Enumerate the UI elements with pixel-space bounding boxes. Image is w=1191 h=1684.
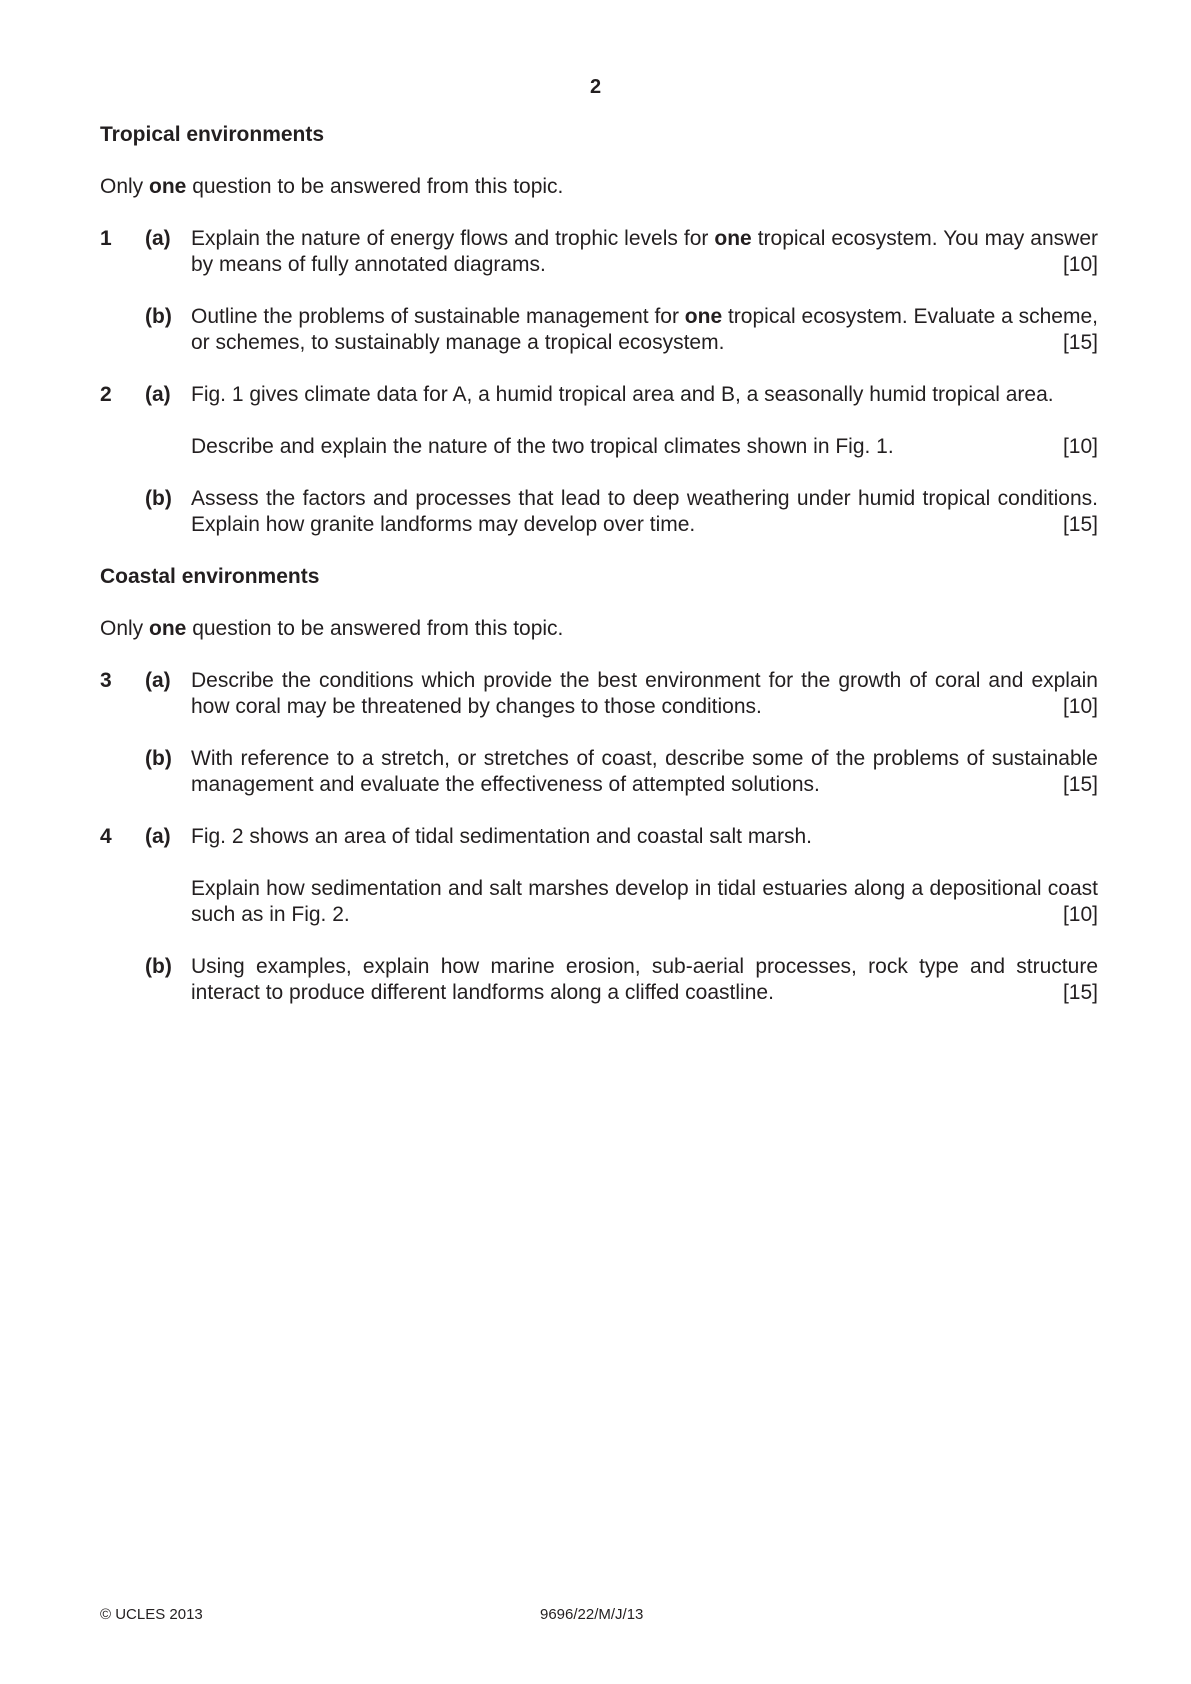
question-1 bbox=[100, 226, 1098, 356]
marks: [10] bbox=[1062, 253, 1098, 276]
paper-code: 9696/22/M/J/13 bbox=[540, 1606, 644, 1623]
question-1a bbox=[100, 226, 1098, 278]
page-number: 2 bbox=[589, 76, 602, 98]
section-heading-tropical: Tropical environments bbox=[100, 123, 325, 146]
question-4 bbox=[100, 824, 1098, 1006]
question-1b bbox=[100, 304, 1098, 356]
marks: [10] bbox=[1062, 903, 1098, 926]
section-instruction-coastal: Only one question to be answered from this topic. bbox=[100, 617, 564, 640]
question-4b bbox=[100, 954, 1098, 1006]
question-2a bbox=[100, 382, 1098, 460]
question-number: 4 bbox=[100, 825, 112, 848]
question-3a bbox=[100, 668, 1098, 720]
question-text: Describe the conditions which provide the best environment for the growth of coral and explain how coral may be threatened by changes to those conditions. [10] bbox=[191, 669, 1098, 718]
question-4a bbox=[100, 824, 1098, 928]
question-text: Assess the factors and processes that lead to deep weathering under humid tropical conditions. Explain how granite landforms may develop over time. [15] bbox=[191, 487, 1098, 536]
section-heading-coastal: Coastal environments bbox=[100, 565, 320, 588]
marks: [15] bbox=[1062, 981, 1098, 1004]
question-text: With reference to a stretch, or stretches of coast, describe some of the problems of sustainable management and evaluate the effectiveness of attempted solutions. [15] bbox=[191, 747, 1098, 796]
question-text: Describe and explain the nature of the two tropical climates shown in Fig. 1. [10] bbox=[191, 435, 1098, 458]
question-text: Explain the nature of energy flows and trophic levels for one tropical ecosystem. You may answer by means of fully annotated diagrams. [10] bbox=[191, 227, 1099, 276]
question-stem: Fig. 1 gives climate data for A, a humid tropical area and B, a seasonally humid tropical area. bbox=[191, 383, 1054, 406]
part-label: (b) bbox=[145, 487, 172, 510]
part-label: (b) bbox=[145, 955, 172, 978]
marks: [15] bbox=[1062, 513, 1098, 536]
question-stem: Fig. 2 shows an area of tidal sedimentation and coastal salt marsh. bbox=[191, 825, 812, 848]
section-instruction-tropical: Only one question to be answered from this topic. bbox=[100, 175, 564, 198]
part-label: (a) bbox=[145, 383, 171, 406]
question-3b bbox=[100, 746, 1098, 798]
marks: [15] bbox=[1062, 331, 1098, 354]
question-number: 1 bbox=[100, 227, 112, 250]
part-label: (a) bbox=[145, 227, 171, 250]
question-text: Outline the problems of sustainable management for one tropical ecosystem. Evaluate a scheme, or schemes, to sustainably manage a tropical ecosystem. [15] bbox=[191, 305, 1098, 354]
part-label: (a) bbox=[145, 669, 171, 692]
question-number: 3 bbox=[100, 669, 112, 692]
part-label: (b) bbox=[145, 305, 172, 328]
part-label: (a) bbox=[145, 825, 171, 848]
question-text: Explain how sedimentation and salt marshes develop in tidal estuaries along a depositional coast such as in Fig. 2. [10] bbox=[191, 877, 1098, 926]
question-text: Using examples, explain how marine erosion, sub-aerial processes, rock type and structure interact to produce different landforms along a cliffed coastline. [15] bbox=[191, 955, 1098, 1004]
question-3 bbox=[100, 668, 1098, 798]
question-2b bbox=[100, 486, 1098, 538]
question-number: 2 bbox=[100, 383, 112, 406]
marks: [15] bbox=[1062, 773, 1098, 796]
marks: [10] bbox=[1062, 695, 1098, 718]
part-label: (b) bbox=[145, 747, 172, 770]
question-2 bbox=[100, 382, 1098, 538]
copyright-notice: © UCLES 2013 bbox=[100, 1606, 203, 1623]
exam-content bbox=[100, 122, 1098, 1006]
marks: [10] bbox=[1062, 435, 1098, 458]
